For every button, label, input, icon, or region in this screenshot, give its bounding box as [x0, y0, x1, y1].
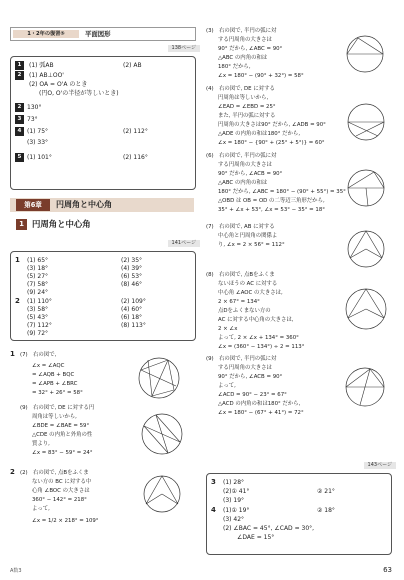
r7-l1: (7) 右の図で, AB に対する [206, 224, 275, 230]
r4-l4: また, 半円の弧に対する [218, 113, 276, 119]
answer-q1-number: 1 [15, 256, 20, 264]
box143-q4-number: 4 [211, 506, 216, 514]
a2-6: (6) 18° [121, 314, 143, 321]
r6-l1: (6) 右の図で, 半円の弧に対 [206, 153, 277, 159]
a1-1: (1) 65° [27, 257, 49, 264]
review-q4-2: (2) 112° [123, 128, 148, 135]
a1-7: (7) 58° [27, 281, 49, 288]
figure-circle-r9 [336, 364, 394, 410]
r3-l3: 90° だから, ∠ABC = 90° [218, 46, 283, 52]
b3-3: ② 21° [317, 488, 335, 495]
a2-9: (9) 72° [27, 330, 49, 337]
figure-circle-1-7 [128, 352, 190, 400]
r7-l3: り, ∠x = 2 × 56° = 112° [218, 242, 285, 248]
e1-9-l3: ∠BDE = ∠BAE = 59° [32, 423, 90, 429]
figure-circle-2-2 [134, 472, 192, 518]
r3-l1: (3) 右の図で, 半円の弧に対 [206, 28, 277, 34]
expl-2-number: 2 [10, 468, 15, 476]
b3-4: (3) 19° [223, 497, 245, 504]
chapter-title: 円周角と中心角 [56, 200, 112, 209]
r9-l3: 90° だから, ∠ACB = 90° [218, 374, 283, 380]
a1-5: (5) 27° [27, 273, 49, 280]
r4-l6: △ADE の内角の和は180° だから, [218, 131, 301, 137]
footer-code: A数3 [10, 568, 22, 574]
r8-l2: ないほうの AC に対する [218, 281, 278, 287]
a2-8: (8) 113° [121, 322, 146, 329]
r4-l1: (4) 右の図で, DE に対する [206, 86, 275, 92]
r6-l4: △ABC の内角の和は [218, 180, 268, 186]
a2-1: (1) 110° [27, 298, 52, 305]
b4-1: (1)① 19° [223, 507, 250, 514]
e2-2-l6: ∠x = 1/2 × 218° = 109° [32, 518, 99, 524]
review-header [10, 27, 196, 41]
section-title: 円周角と中心角 [32, 219, 91, 229]
r3-l6: ∠x = 180° − (90° + 32°) = 58° [218, 73, 304, 79]
review-q1-3: (1) AB⊥OO' [29, 72, 64, 79]
review-q4-1: (1) 75° [27, 128, 49, 135]
figure-circle-1-9 [132, 410, 192, 458]
e2-2-l4: 360° − 142° = 218° [32, 497, 87, 503]
figure-circle-r3 [338, 32, 392, 76]
review-q4-3: (3) 33° [27, 139, 49, 146]
review-q1-1: (1) 弧AB [29, 62, 54, 69]
e2-2-l2: ない方の BC に対する中 [32, 479, 92, 485]
r9-l6: △ACD の内角の和は180° だから, [218, 401, 301, 407]
b3-1: (1) 28° [223, 479, 245, 486]
e1-9-l1: (9) 右の図で, DE に対する円 [20, 405, 95, 411]
section-number: 1 [16, 219, 27, 230]
review-title: 平面図形 [85, 30, 111, 38]
r8-l7: 2 × ∠x [218, 326, 238, 332]
r8-l1: (8) 右の図で, 点Bをふくま [206, 272, 275, 278]
review-q2: 130° [27, 104, 42, 111]
review-q1-2: (2) AB [123, 62, 142, 69]
r9-l5: ∠ACD = 90° − 23° = 67° [218, 392, 287, 398]
answers-box [10, 251, 196, 341]
figure-circle-r4 [338, 100, 394, 144]
page-ref-143: 143ページ [364, 462, 396, 469]
r4-l3: ∠EAD = ∠EBD = 25° [218, 104, 276, 110]
r3-l4: △ABC の内角の和は [218, 55, 268, 61]
review-q3: 73° [27, 116, 38, 123]
a2-5: (5) 43° [27, 314, 49, 321]
e1-9-l4: △CDE の内角と外角の性 [32, 432, 93, 438]
r3-l2: する円周角の大きさは [218, 37, 272, 43]
figure-circle-r6 [338, 166, 394, 210]
review-q5-1: (1) 101° [27, 154, 52, 161]
e1-7-l2: ∠x = ∠AQC [32, 363, 65, 369]
e2-2-l5: よって, [32, 506, 50, 512]
r9-l7: ∠x = 180° − (67° + 41°) = 72° [218, 410, 304, 416]
a2-3: (3) 58° [27, 306, 49, 313]
b4-3: (3) 42° [223, 516, 245, 523]
e1-7-l5: = 32° + 26° = 58° [32, 390, 83, 396]
a1-8: (8) 46° [121, 281, 143, 288]
e1-7-l1: (7) 右の図で, [20, 352, 57, 358]
answers-box-143 [206, 473, 392, 555]
page-ref-138: 138ページ [168, 45, 200, 52]
review-q1-5: (円O, O'の半径が等しいとき) [39, 90, 119, 97]
r8-l5: 点Dをふくまない方の [218, 308, 271, 314]
q-num-5: 5 [15, 153, 24, 162]
e1-7-l3: = ∠AQB + BQC [32, 372, 75, 378]
figure-circle-r8 [338, 284, 394, 334]
e2-2-l1: (2) 右の図で, 点Bをふくま [20, 470, 89, 476]
b4-5: ∠DAE = 15° [237, 534, 275, 541]
r6-l7: 35° + ∠x + 53°, ∠x = 53° − 35° = 18° [218, 207, 325, 213]
r9-l1: (9) 右の図で, 半円の弧に対 [206, 356, 277, 362]
e2-2-l3: 心角 ∠BOC の大きさは [32, 488, 90, 494]
q-num-4: 4 [15, 127, 24, 136]
a1-9: (9) 24° [27, 289, 49, 296]
review-answer-box [10, 56, 196, 190]
a1-4: (4) 39° [121, 265, 143, 272]
r4-l7: ∠x = 180° − {90° + (25° + 5°)} = 60° [218, 140, 325, 146]
page-ref-141: 141ページ [168, 240, 200, 247]
r3-l5: 180° だから, [218, 64, 251, 70]
r8-l4: 2 × 67° = 134° [218, 299, 260, 305]
review-q1-4: (2) OA = O'A のとき [29, 81, 88, 88]
q-num-2: 2 [15, 71, 24, 80]
b4-4: (2) ∠BAC = 45°, ∠CAD = 30°, [223, 525, 315, 532]
r6-l3: 90° だから, ∠ACB = 90° [218, 171, 283, 177]
r6-l6: △OBD は OB = OD の二等辺三角形だから, [218, 198, 325, 204]
a2-7: (7) 112° [27, 322, 52, 329]
r9-l4: よって, [218, 383, 236, 389]
e1-9-l5: 質より, [32, 441, 50, 447]
r4-l2: 円周角は等しいから, [218, 95, 269, 101]
r8-l9: ∠x = (360° − 134°) ÷ 2 = 113° [218, 344, 305, 350]
r6-l5: 180° だから, ∠ABC = 180° − (90° + 55°) = 35° [218, 189, 346, 195]
r6-l2: する円周角の大きさは [218, 162, 272, 168]
review-tag: 1・2年の復習⑤ [13, 30, 79, 38]
r7-l2: 中心角と円周角の関係よ [218, 233, 278, 239]
review-q5-2: (2) 116° [123, 154, 148, 161]
q-num-1: 1 [15, 61, 24, 70]
e1-9-l6: ∠x = 83° − 59° = 24° [32, 450, 93, 456]
r8-l6: AC に対する中心角の大きさは, [218, 317, 294, 323]
r8-l3: 中心角 ∠AOC の大きさは, [218, 290, 283, 296]
a1-6: (6) 53° [121, 273, 143, 280]
answer-q2-number: 2 [15, 297, 20, 305]
a1-3: (3) 18° [27, 265, 49, 272]
b3-2: (2)① 41° [223, 488, 250, 495]
expl-1-number: 1 [10, 350, 15, 358]
a2-4: (4) 60° [121, 306, 143, 313]
box143-q3-number: 3 [211, 478, 216, 486]
e1-7-l4: = ∠APB + ∠BRC [32, 381, 78, 387]
figure-circle-r7 [338, 226, 394, 272]
e1-9-l2: 周角は等しいから, [32, 414, 77, 420]
a2-2: (2) 109° [121, 298, 146, 305]
q-num-3: 3 [15, 115, 24, 124]
b4-2: ② 18° [317, 507, 335, 514]
chapter-tag: 第6章 [16, 199, 50, 211]
page-number: 63 [383, 566, 392, 574]
q-num-2b: 2 [15, 103, 24, 112]
r4-l5: 円周角の大きさは90° だから, ∠ADB = 90° [218, 122, 326, 128]
r8-l8: よって, 2 × ∠x + 134° = 360° [218, 335, 299, 341]
r9-l2: する円周角の大きさは [218, 365, 272, 371]
a1-2: (2) 35° [121, 257, 143, 264]
